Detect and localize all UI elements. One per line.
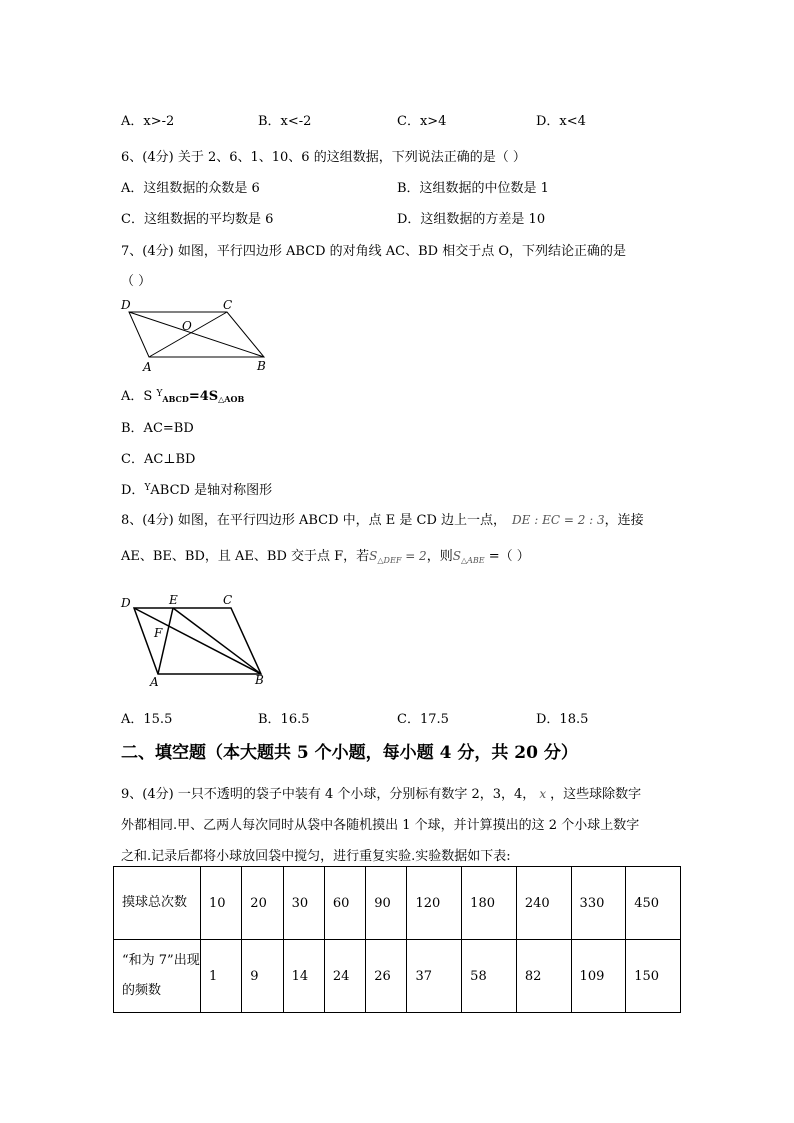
q8-s-def-sub: △DEF: [377, 556, 402, 565]
q8-stem-end: ，连接: [604, 513, 644, 528]
table-cell: 26: [366, 940, 407, 1013]
q8-s-def: S: [369, 549, 378, 563]
q8-option-d: D．18.5: [536, 712, 589, 727]
q8-stem-line1: [121, 509, 644, 528]
q8-ratio-formula: DE : EC = 2 : 3: [512, 513, 605, 527]
q5-option-b: B．x<-2: [258, 114, 312, 129]
q7-label-o: O: [182, 319, 192, 333]
q5-option-a: A．x>-2: [121, 114, 175, 129]
q7-parallelogram-figure: [115, 296, 275, 374]
q7-label-d: D: [121, 298, 131, 312]
parallelogram-symbol-icon: Y: [144, 483, 151, 493]
q9-stem-line3: 之和.记录后都将小球放回袋中搅匀，进行重复实验.实验数据如下表:: [121, 849, 511, 864]
q8-label-e: E: [169, 593, 178, 607]
q8-s-def-val: = 2: [401, 549, 427, 563]
q7-option-a-sub2: △AOB: [218, 394, 245, 404]
q7-stem-paren: （ ）: [121, 274, 152, 289]
table-cell: 20: [242, 867, 283, 940]
q7-option-a-prefix: A．S: [121, 389, 153, 404]
table-cell: 10: [201, 867, 242, 940]
q9-var-x: x: [539, 787, 547, 801]
q8-segment-ae: [158, 608, 173, 674]
q8-s-abe-sub: △ABE: [460, 556, 485, 565]
q8-label-c: C: [223, 593, 233, 607]
table-cell: 330: [571, 867, 626, 940]
q8-diagonal-bd: [134, 608, 261, 674]
q9-stem-line2: 外都相同.甲、乙两人每次同时从袋中各随机摸出 1 个球，并计算摸出的这 2 个小球上数字: [121, 818, 640, 833]
table-cell: 82: [516, 940, 571, 1013]
q8-label-f: F: [154, 626, 163, 640]
q8-segment-be: [173, 608, 261, 674]
q7-option-d-rest: ABCD 是轴对称图形: [150, 483, 273, 498]
q7-option-a-sub1: ABCD: [162, 394, 189, 404]
q8-option-c: C．17.5: [397, 712, 449, 727]
q9-data-table: [113, 866, 681, 1013]
table-cell: 58: [462, 940, 517, 1013]
q7-option-a: [121, 385, 244, 404]
q8-label-b: B: [255, 673, 264, 687]
q9-stem-line1: [121, 783, 641, 802]
table-row: [114, 867, 681, 940]
q7-diagonal-bd: [129, 312, 264, 357]
q7-stem: 7、(4分) 如图，平行四边形 ABCD 的对角线 AC、BD 相交于点 O，下列结论正确的是: [121, 244, 627, 259]
q8-then: ，则: [426, 549, 453, 564]
q8-s-abe-eq: =（ ）: [484, 549, 530, 564]
q7-label-a: A: [143, 360, 152, 374]
q8-stem-line2: [121, 545, 530, 565]
table-cell: 14: [283, 940, 324, 1013]
q7-option-d: [121, 479, 272, 498]
q7-option-a-mid: =4S: [188, 389, 219, 404]
q8-stem-text: 8、(4分) 如图，在平行四边形 ABCD 中，点 E 是 CD 边上一点，: [121, 513, 507, 528]
table-cell: 37: [407, 940, 462, 1013]
q6-option-d: D．这组数据的方差是 10: [397, 212, 546, 227]
q8-s-abe: S: [452, 549, 461, 563]
table-cell: 9: [242, 940, 283, 1013]
table-cell: 150: [626, 940, 681, 1013]
q5-option-d: D．x<4: [536, 114, 586, 129]
table-cell: 109: [571, 940, 626, 1013]
parallelogram-symbol-icon: Y: [156, 389, 163, 399]
table-row: [114, 940, 681, 1013]
q7-label-c: C: [223, 298, 233, 312]
q6-option-b: B．这组数据的中位数是 1: [397, 181, 549, 196]
section-2-heading: 二、填空题（本大题共 5 个小题，每小题 4 分，共 20 分）: [121, 743, 578, 763]
table-cell: 1: [201, 940, 242, 1013]
q8-stem-text2: AE、BE、BD，且 AE、BD 交于点 F，若: [121, 549, 370, 564]
q8-label-d: D: [121, 596, 131, 610]
table-row-head: 摸球总次数: [114, 867, 201, 940]
q9-stem-end: ，这些球除数字: [550, 787, 642, 802]
q8-option-b: B．16.5: [258, 712, 310, 727]
table-cell: 30: [283, 867, 324, 940]
q7-option-c: C．AC⊥BD: [121, 452, 196, 467]
q8-parallelogram-figure: [115, 590, 275, 688]
q9-stem-text: 9、(4分) 一只不透明的袋子中装有 4 个小球，分别标有数字 2，3，4，: [121, 787, 536, 802]
q6-option-a: A．这组数据的众数是 6: [121, 181, 260, 196]
table-cell: 240: [516, 867, 571, 940]
table-cell: 180: [462, 867, 517, 940]
q5-option-c: C．x>4: [397, 114, 447, 129]
q6-option-c: C．这组数据的平均数是 6: [121, 212, 274, 227]
q7-label-b: B: [257, 359, 266, 373]
table-cell: 60: [324, 867, 365, 940]
table-cell: 450: [626, 867, 681, 940]
q8-option-a: A．15.5: [121, 712, 173, 727]
q6-stem: 6、(4分) 关于 2、6、1、10、6 的这组数据，下列说法正确的是（ ）: [121, 150, 526, 165]
table-cell: 90: [366, 867, 407, 940]
q8-label-a: A: [150, 675, 159, 688]
q7-option-d-prefix: D．: [121, 483, 145, 498]
table-cell: 120: [407, 867, 462, 940]
q7-option-b: B．AC=BD: [121, 421, 194, 436]
table-cell: 24: [324, 940, 365, 1013]
table-row-head: “和为 7”出现的频数: [114, 940, 201, 1013]
